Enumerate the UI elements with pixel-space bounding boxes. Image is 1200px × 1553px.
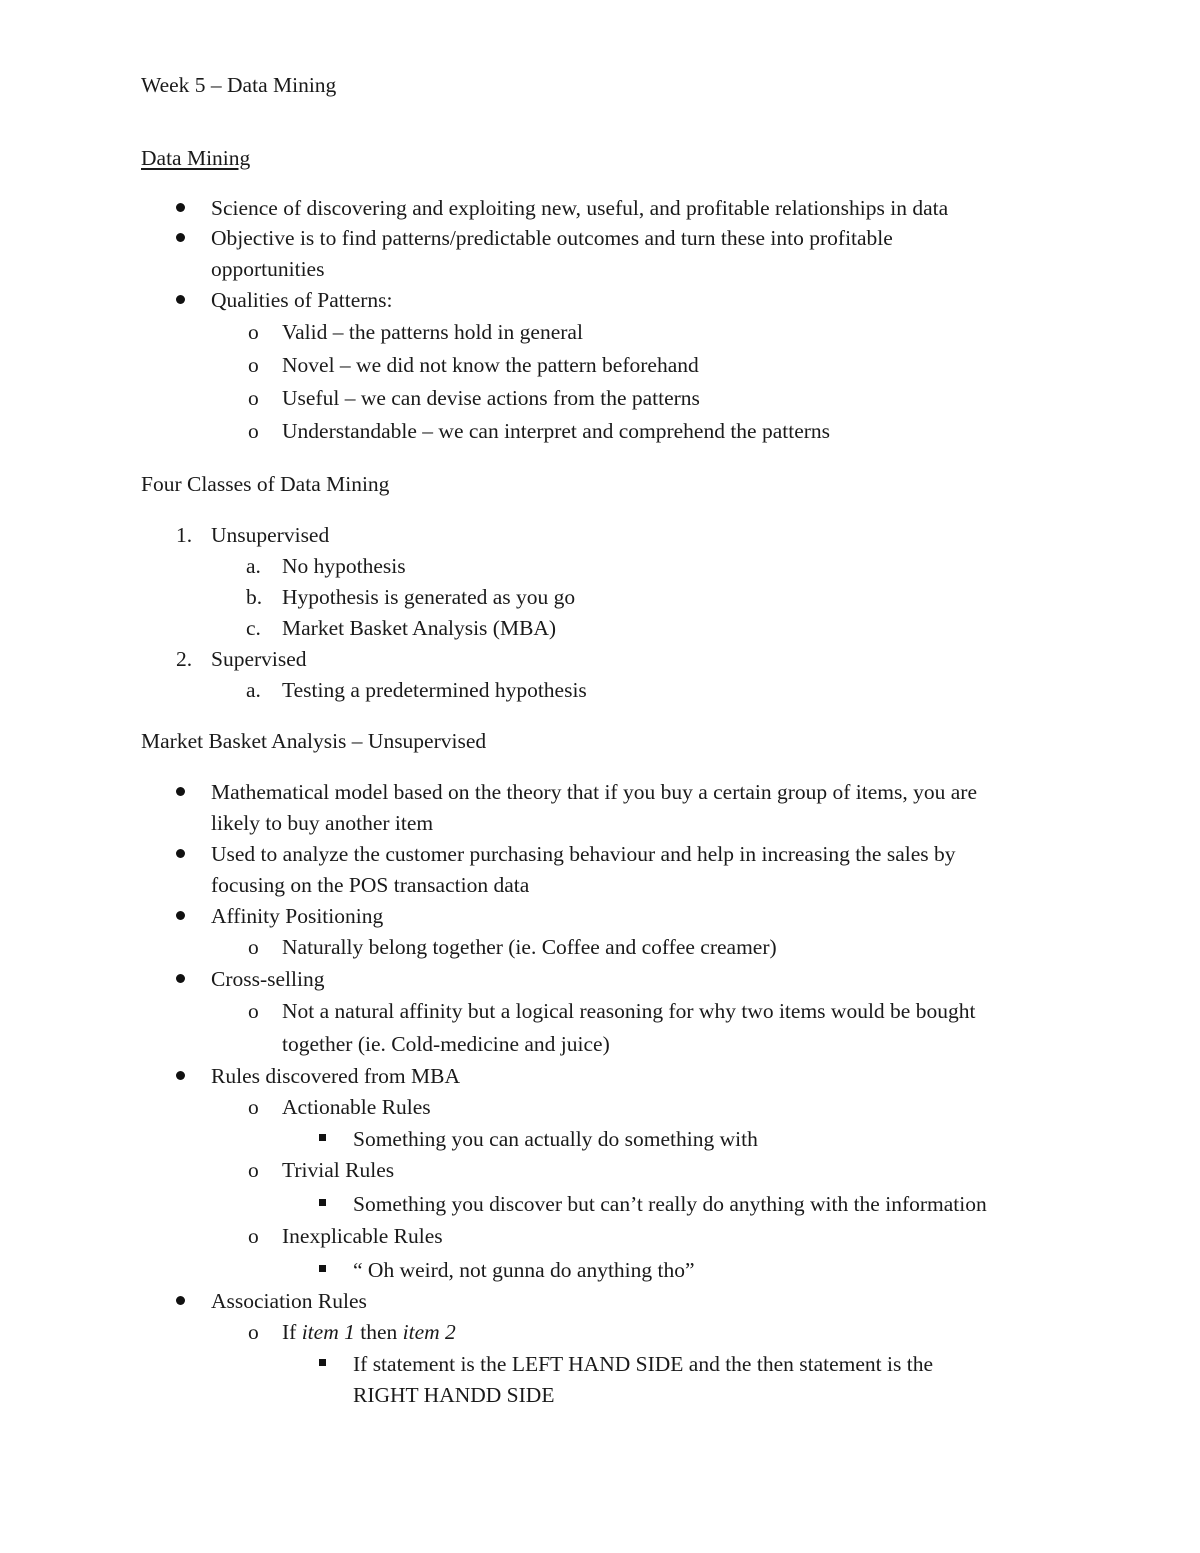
list-letter: a. <box>246 554 261 578</box>
association-rule-line <box>282 1319 456 1345</box>
bullet-disc <box>176 1071 185 1080</box>
sub-sub-bullet-text: “ Oh weird, not gunna do anything tho” <box>353 1258 695 1282</box>
sub-bullet-text: Useful – we can devise actions from the patterns <box>282 386 700 410</box>
sub-bullet-marker: o <box>248 935 259 959</box>
item-2-italic: item 2 <box>402 1320 456 1344</box>
square-bullet <box>319 1134 326 1141</box>
list-number: 2. <box>176 647 193 671</box>
list-letter: a. <box>246 678 261 702</box>
bullet-text: Used to analyze the customer purchasing behaviour and help in increasing the sales by <box>211 842 956 866</box>
sub-bullet-marker: o <box>248 1320 259 1344</box>
section-heading-four-classes: Four Classes of Data Mining <box>141 472 390 496</box>
bullet-text-continued: focusing on the POS transaction data <box>211 873 530 897</box>
bullet-disc <box>176 203 185 212</box>
bullet-disc <box>176 787 185 796</box>
list-subitem-text: Market Basket Analysis (MBA) <box>282 616 557 640</box>
sub-bullet-text: Trivial Rules <box>282 1158 395 1182</box>
bullet-text: Qualities of Patterns: <box>211 288 393 312</box>
list-item-text: Unsupervised <box>211 523 330 547</box>
square-bullet <box>319 1265 326 1272</box>
sub-sub-bullet-text: Something you can actually do something with <box>353 1127 758 1151</box>
bullet-disc <box>176 974 185 983</box>
list-subitem-text: Testing a predetermined hypothesis <box>282 678 587 702</box>
then-word: then <box>354 1320 403 1344</box>
bullet-disc <box>176 1296 185 1305</box>
bullet-text: Mathematical model based on the theory that if you buy a certain group of items, you are <box>211 780 978 804</box>
sub-sub-bullet-text: If statement is the LEFT HAND SIDE and the then statement is the <box>353 1352 933 1376</box>
bullet-disc <box>176 849 185 858</box>
sub-sub-bullet-text-continued: RIGHT HANDD SIDE <box>353 1383 555 1407</box>
bullet-disc <box>176 233 185 242</box>
list-letter: b. <box>246 585 263 609</box>
list-subitem-text: No hypothesis <box>282 554 406 578</box>
sub-bullet-marker: o <box>248 353 259 377</box>
sub-bullet-text-continued: together (ie. Cold-medicine and juice) <box>282 1032 610 1056</box>
bullet-text-continued: opportunities <box>211 257 325 281</box>
sub-bullet-text: Valid – the patterns hold in general <box>282 320 583 344</box>
sub-bullet-marker: o <box>248 320 259 344</box>
sub-bullet-marker: o <box>248 1158 259 1182</box>
bullet-text: Association Rules <box>211 1289 367 1313</box>
bullet-text: Science of discovering and exploiting new, useful, and profitable relationships in data <box>211 196 949 220</box>
sub-bullet-text: Understandable – we can interpret and comprehend the patterns <box>282 419 831 443</box>
bullet-text-continued: likely to buy another item <box>211 811 434 835</box>
list-number: 1. <box>176 523 193 547</box>
sub-bullet-marker: o <box>248 999 259 1023</box>
bullet-disc <box>176 295 185 304</box>
document-title: Week 5 – Data Mining <box>141 73 337 97</box>
section-heading-data-mining: Data Mining <box>141 146 251 170</box>
if-word: If <box>282 1320 302 1344</box>
sub-bullet-marker: o <box>248 419 259 443</box>
sub-bullet-text: Naturally belong together (ie. Coffee and coffee creamer) <box>282 935 777 959</box>
item-1-italic: item 1 <box>301 1320 355 1344</box>
sub-bullet-text: Inexplicable Rules <box>282 1224 443 1248</box>
sub-bullet-marker: o <box>248 1095 259 1119</box>
bullet-text: Cross-selling <box>211 967 325 991</box>
sub-bullet-marker: o <box>248 1224 259 1248</box>
list-letter: c. <box>246 616 261 640</box>
square-bullet <box>319 1359 326 1366</box>
bullet-text: Rules discovered from MBA <box>211 1064 461 1088</box>
sub-bullet-text: Not a natural affinity but a logical reasoning for why two items would be bought <box>282 999 976 1023</box>
bullet-text: Affinity Positioning <box>211 904 384 928</box>
sub-bullet-marker: o <box>248 386 259 410</box>
section-heading-market-basket: Market Basket Analysis – Unsupervised <box>141 729 487 753</box>
list-item-text: Supervised <box>211 647 307 671</box>
bullet-disc <box>176 911 185 920</box>
sub-sub-bullet-text: Something you discover but can’t really do anything with the information <box>353 1192 987 1216</box>
sub-bullet-text: Actionable Rules <box>282 1095 431 1119</box>
list-subitem-text: Hypothesis is generated as you go <box>282 585 576 609</box>
bullet-text: Objective is to find patterns/predictable outcomes and turn these into profitable <box>211 226 893 250</box>
square-bullet <box>319 1199 326 1206</box>
sub-bullet-text: Novel – we did not know the pattern beforehand <box>282 353 699 377</box>
